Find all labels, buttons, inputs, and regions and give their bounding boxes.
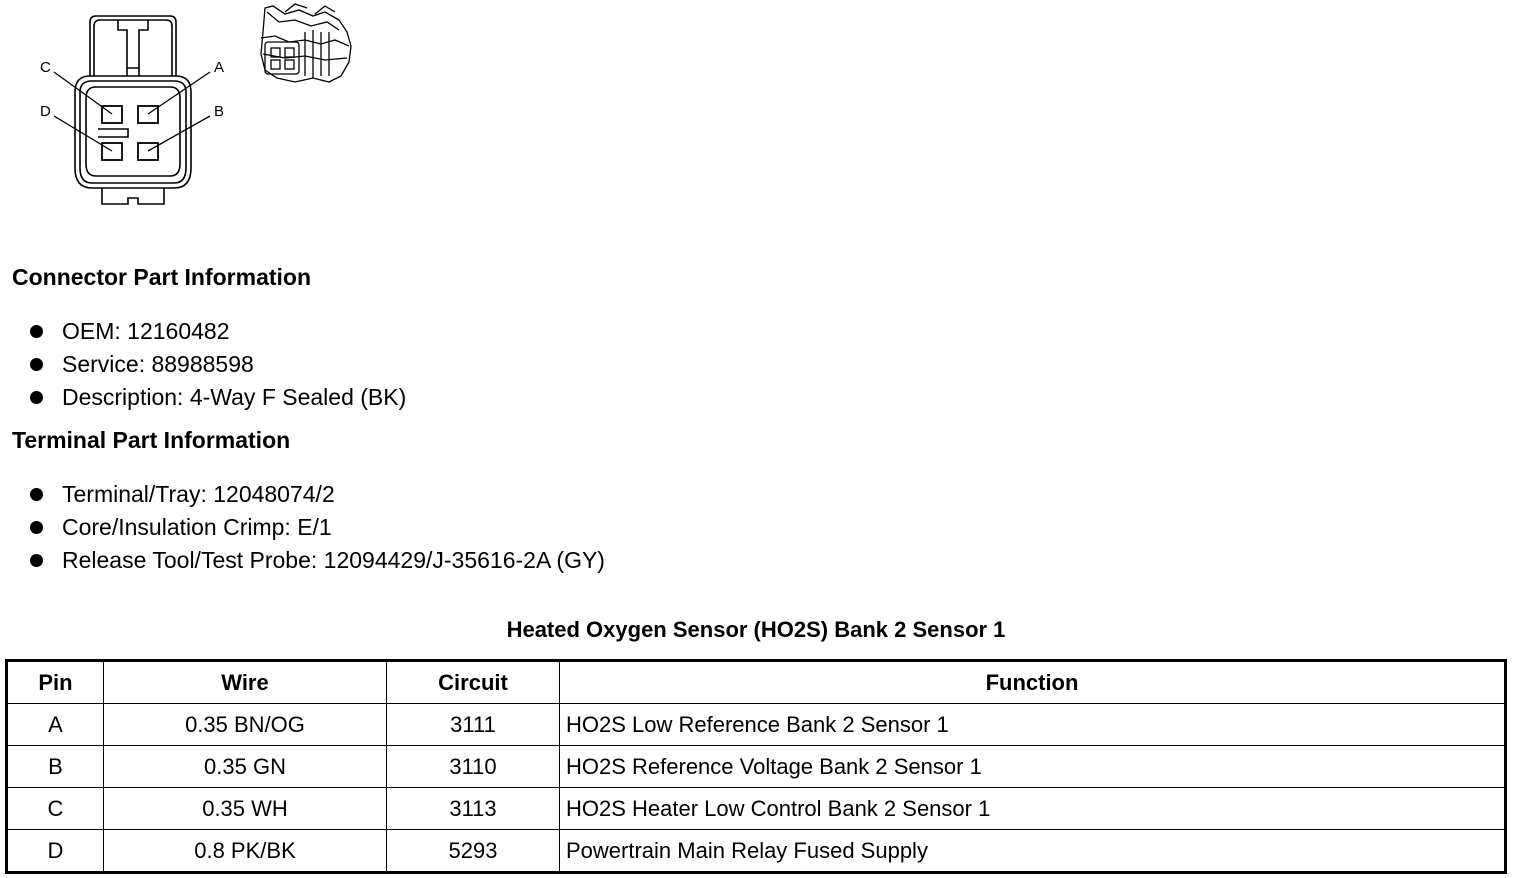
cell-function: Powertrain Main Relay Fused Supply bbox=[560, 830, 1506, 873]
cell-pin: D bbox=[7, 830, 104, 873]
connector-info-oem: OEM: 12160482 bbox=[62, 318, 230, 344]
list-item bbox=[0, 315, 406, 348]
terminal-info-crimp: Core/Insulation Crimp: E/1 bbox=[62, 514, 332, 540]
bullet-icon bbox=[30, 391, 43, 404]
cell-circuit: 3113 bbox=[387, 788, 560, 830]
table-header-row bbox=[7, 661, 1506, 704]
header-pin: Pin bbox=[7, 661, 104, 704]
connector-latch bbox=[90, 16, 176, 76]
header-circuit: Circuit bbox=[387, 661, 560, 704]
terminal-info-release-tool: Release Tool/Test Probe: 12094429/J-35616-2A (GY) bbox=[62, 547, 605, 573]
cell-circuit: 3111 bbox=[387, 704, 560, 746]
list-item bbox=[0, 381, 406, 414]
cell-wire: 0.35 WH bbox=[104, 788, 387, 830]
cell-function: HO2S Reference Voltage Bank 2 Sensor 1 bbox=[560, 746, 1506, 788]
cell-function: HO2S Heater Low Control Bank 2 Sensor 1 bbox=[560, 788, 1506, 830]
list-item bbox=[0, 544, 605, 577]
pin-label-d: D bbox=[40, 103, 51, 120]
terminal-info-list bbox=[0, 478, 605, 577]
cell-wire: 0.35 GN bbox=[104, 746, 387, 788]
cell-pin: B bbox=[7, 746, 104, 788]
cell-circuit: 3110 bbox=[387, 746, 560, 788]
table-row bbox=[7, 704, 1506, 746]
connector-face-diagram bbox=[30, 8, 240, 213]
cell-pin: C bbox=[7, 788, 104, 830]
list-item bbox=[0, 478, 605, 511]
bullet-icon bbox=[30, 521, 43, 534]
bullet-icon bbox=[30, 488, 43, 501]
cell-pin: A bbox=[7, 704, 104, 746]
cavity-d bbox=[102, 143, 122, 160]
cavity-b bbox=[138, 143, 158, 160]
list-item bbox=[0, 348, 406, 381]
connector-info-service: Service: 88988598 bbox=[62, 351, 254, 377]
cell-wire: 0.35 BN/OG bbox=[104, 704, 387, 746]
pin-label-b: B bbox=[214, 103, 225, 120]
header-wire: Wire bbox=[104, 661, 387, 704]
pinout-table bbox=[5, 659, 1507, 874]
connector-shell bbox=[75, 76, 191, 188]
cell-wire: 0.8 PK/BK bbox=[104, 830, 387, 873]
table-row bbox=[7, 746, 1506, 788]
connector-info-list bbox=[0, 315, 406, 414]
bullet-icon bbox=[30, 554, 43, 567]
bullet-icon bbox=[30, 358, 43, 371]
cell-function: HO2S Low Reference Bank 2 Sensor 1 bbox=[560, 704, 1506, 746]
connector-illustration bbox=[255, 2, 360, 87]
table-row bbox=[7, 830, 1506, 873]
terminal-part-info-heading: Terminal Part Information bbox=[12, 427, 291, 453]
list-item bbox=[0, 511, 605, 544]
connector-info-description: Description: 4-Way F Sealed (BK) bbox=[62, 384, 407, 410]
table-row bbox=[7, 788, 1506, 830]
table-title: Heated Oxygen Sensor (HO2S) Bank 2 Sensor 1 bbox=[506, 617, 1006, 642]
pin-label-a: A bbox=[214, 59, 225, 76]
header-function: Function bbox=[560, 661, 1506, 704]
pin-label-c: C bbox=[40, 59, 51, 76]
connector-part-info-heading: Connector Part Information bbox=[12, 264, 312, 290]
cell-circuit: 5293 bbox=[387, 830, 560, 873]
bullet-icon bbox=[30, 325, 43, 338]
terminal-info-tray: Terminal/Tray: 12048074/2 bbox=[62, 481, 335, 507]
